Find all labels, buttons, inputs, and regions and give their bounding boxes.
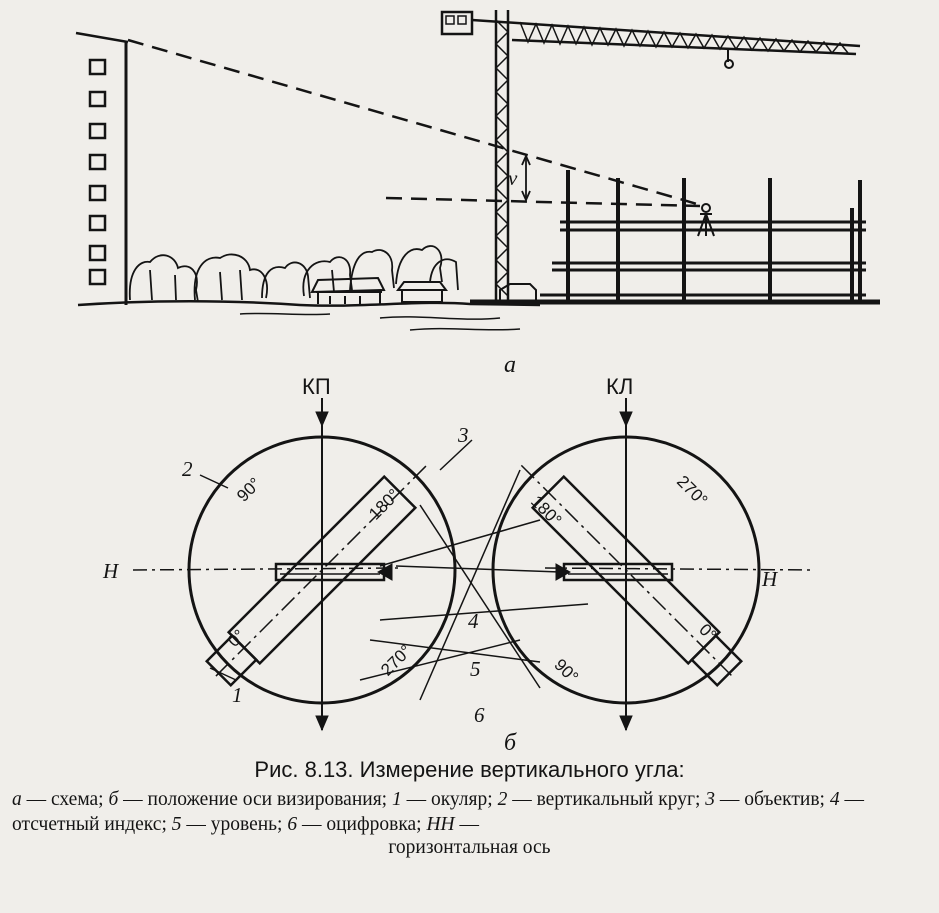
right-deg-270: 270°	[673, 471, 712, 511]
left-deg-90: 90°	[233, 473, 265, 506]
legend-text: — положение оси визирования;	[118, 789, 392, 810]
caption-title: Рис. 8.13. Измерение вертикального угла:	[254, 757, 685, 782]
left-deg-270: 270°	[377, 641, 416, 680]
legend-text: — окуляр;	[401, 789, 498, 810]
right-level	[564, 564, 672, 580]
callout-5: 5	[470, 657, 481, 681]
part-b-label: б	[504, 730, 517, 756]
legend-key: 5	[171, 814, 182, 835]
legend-key: 3	[705, 789, 715, 810]
right-vertical-circle	[493, 398, 815, 730]
legend-text: —	[454, 814, 479, 835]
legend-key: а	[12, 789, 22, 810]
legend-text: — объектив;	[715, 789, 830, 810]
caption-last-line: горизонтальная ось	[388, 837, 551, 858]
legend-key: 2	[497, 789, 508, 810]
h-left-label: Н	[103, 559, 119, 583]
callout-3: 3	[458, 423, 469, 447]
tall-building	[76, 33, 128, 305]
legend-text: — уровень;	[181, 814, 288, 835]
legend-text: — вертикальный круг;	[507, 789, 706, 810]
caption-legend	[0, 787, 939, 837]
legend-text: — схема;	[21, 789, 109, 810]
tower-crane	[442, 10, 860, 305]
part-a-label: а	[504, 352, 516, 378]
callout-6: 6	[474, 703, 485, 727]
sight-line-horizontal	[386, 198, 700, 206]
left-deg-0: 0°	[223, 625, 249, 651]
figure-caption	[0, 757, 939, 859]
legend-key: 1	[391, 789, 402, 810]
theodolite	[698, 204, 714, 236]
sight-line-inclined	[128, 40, 704, 206]
v-label: v	[508, 166, 518, 190]
left-level	[276, 564, 384, 580]
callout-2: 2	[182, 457, 193, 481]
construction-scene	[76, 10, 880, 330]
left-vertical-circle	[133, 398, 472, 730]
right-deg-180: 180°	[527, 491, 566, 531]
legend-key: 4	[829, 789, 840, 810]
callout-1: 1	[232, 683, 243, 707]
right-deg-90: 90°	[550, 655, 583, 687]
legend-text: — оцифровка;	[297, 814, 427, 835]
legend-text: — отсчетный индекс;	[12, 789, 864, 835]
h-right-label: Н	[762, 567, 778, 591]
left-h-axis	[133, 568, 400, 570]
legend-key: б	[108, 789, 119, 810]
right-deg-0: 0°	[695, 619, 721, 645]
trees	[130, 246, 458, 302]
kl-label: КЛ	[606, 374, 634, 399]
legend-key: 6	[287, 814, 298, 835]
callout-4: 4	[468, 609, 479, 633]
legend-key: НН	[426, 814, 455, 835]
angle-v-marker	[522, 156, 530, 200]
kp-label: КП	[302, 374, 331, 399]
building-frame	[470, 170, 880, 302]
left-deg-180: 180°	[365, 485, 404, 524]
